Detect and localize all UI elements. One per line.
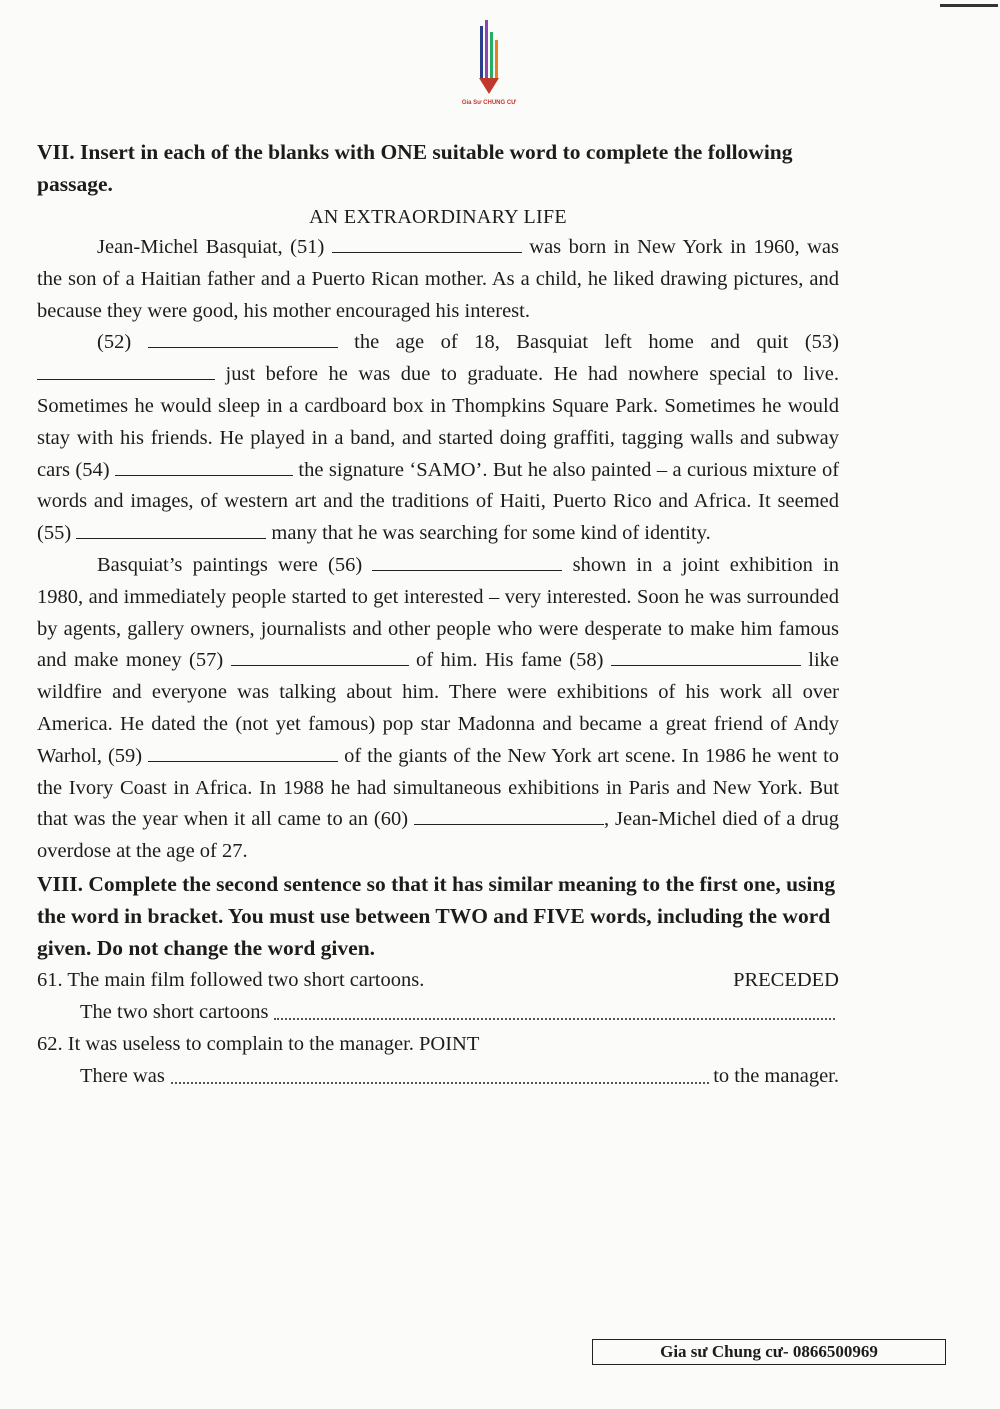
p2-text-d: the signature ‘SAMO’. But he also painted – a curious mixture of words and images, of western art and the traditions of Haiti, Puerto Rico and Africa. It seemed (55) — [37, 458, 840, 545]
blank-58[interactable] — [611, 647, 801, 666]
blank-56[interactable] — [372, 552, 562, 571]
blank-52[interactable] — [148, 329, 338, 348]
section-7-heading: VII. Insert in each of the blanks with ONE suitable word to complete the following passage. — [37, 140, 793, 196]
q61-answer-line[interactable] — [274, 996, 835, 1020]
p3-text-b: shown in a joint exhibition in 1980, and immediately people started to get interested – very interested. Soon he was surrounded by agents, gallery owners, journalists and other people who were desperate to make him famous and make money (57) — [37, 553, 839, 672]
blank-59[interactable] — [148, 743, 338, 762]
p2-text-a: (52) — [97, 331, 132, 354]
p2-text-e: many that he was searching for some kind of identity. — [271, 522, 711, 545]
blank-51[interactable] — [332, 234, 522, 253]
passage-title: AN EXTRAORDINARY LIFE — [309, 206, 567, 228]
p2-text-c: just before he was due to graduate. He had nowhere special to live. Sometimes he would sleep in a cardboard box in Thompkins Square Park. Sometimes he would stay with his friends. He played in a band, and started doing graffiti, tagging walls and subway cars (54) — [37, 363, 840, 481]
p1-text-a: Jean-Michel Basquiat, (51) — [97, 236, 325, 258]
q61-sentence: 61. The main film followed two short cartoons. — [37, 968, 425, 991]
paragraph-1 — [37, 232, 839, 327]
blank-57[interactable] — [231, 647, 409, 666]
paragraph-2 — [37, 327, 839, 550]
q61-keyword: PRECEDED — [733, 968, 839, 991]
blank-53[interactable] — [37, 361, 215, 380]
pencil-logo-icon — [469, 18, 509, 98]
q62-answer-line[interactable] — [171, 1060, 709, 1084]
footer-contact-box: Gia sư Chung cư- 0866500969 — [592, 1339, 946, 1365]
q62-start: There was — [80, 1064, 165, 1087]
section-8-heading: VIII. Complete the second sentence so that it has similar meaning to the first one, using the word in bracket. You must use between TWO and FIVE words, including the word given. Do not change the word given. — [37, 871, 836, 960]
p2-text-b: the age of 18, Basquiat left home and quit (53) — [354, 331, 840, 354]
p3-text-a: Basquiat’s paintings were (56) — [97, 553, 363, 576]
blank-54[interactable] — [115, 457, 293, 476]
worksheet-content — [37, 136, 839, 1092]
logo-text: Gia Sư CHUNG CƯ — [461, 100, 517, 106]
logo — [449, 18, 529, 114]
blank-55[interactable] — [76, 520, 266, 539]
paragraph-3 — [37, 550, 839, 868]
p3-text-f: , Jean-Michel died of a drug overdose at the age of 27. — [37, 808, 839, 863]
p1-text-b: was born in New York in 1960, was the son of a Haitian father and a Puerto Rican mother. As a child, he liked drawing pictures, and because they were good, his mother encouraged his interest. — [37, 236, 839, 322]
question-61 — [37, 964, 839, 1028]
p3-text-d: like wildfire and everyone was talking about him. There were exhibitions of his work all over America. He dated the (not yet famous) pop star Madonna and became a great friend of Andy Warhol, (59) — [37, 649, 840, 767]
q62-end: to the manager. — [713, 1064, 839, 1087]
q62-sentence: 62. It was useless to complain to the manager. POINT — [37, 1032, 480, 1055]
p3-text-e: of the giants of the New York art scene. In 1986 he went to the Ivory Coast in Africa. In 1988 he had simultaneous exhibitions in Paris and New York. But that was the year when it all came to an (60) — [37, 744, 840, 831]
top-edge-rule — [940, 4, 998, 7]
blank-60[interactable] — [414, 806, 604, 825]
question-62 — [37, 1028, 839, 1092]
p3-text-c: of him. His fame (58) — [416, 649, 604, 672]
q61-start: The two short cartoons — [80, 1000, 269, 1023]
